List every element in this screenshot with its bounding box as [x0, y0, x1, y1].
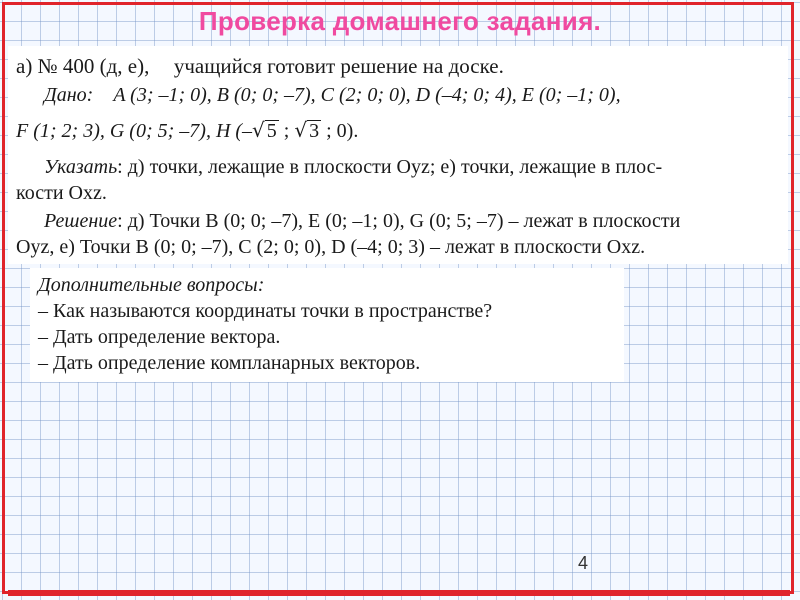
sqrt-sign-icon: √ [252, 118, 265, 142]
given-line-1 [44, 84, 621, 107]
question-item: – Как называются координаты точки в пространстве? [38, 300, 493, 322]
sqrt-radicand-2: 3 [309, 120, 320, 142]
problem-note: учащийся готовит решение на доске. [173, 54, 504, 78]
task-text-1: : д) точки, лежащие в плоскости Oyz; е) точки, лежащие в плос- [117, 156, 663, 178]
problem-header [16, 54, 504, 79]
given-label: Дано: [44, 84, 94, 106]
additional-questions-panel [30, 268, 624, 382]
given-points-1: A (3; –1; 0), B (0; 0; –7), C (2; 0; 0), D (–4; 0; 4), E (0; –1; 0), [113, 84, 621, 106]
sqrt-sign-icon-2: √ [294, 118, 308, 142]
given-points-2b: ; [278, 120, 295, 142]
problem-panel [8, 46, 788, 264]
questions-heading: Дополнительные вопросы: [38, 274, 265, 296]
question-item: – Дать определение компланарных векторов. [38, 352, 421, 374]
task-text-2: кости Oxz. [16, 182, 107, 204]
task-line-2 [16, 182, 107, 205]
slide-title: Проверка домашнего задания. [198, 6, 602, 36]
sqrt-radicand-1: 5 [266, 120, 277, 142]
task-line-1 [44, 156, 662, 179]
solution-text-1: : д) Точки B (0; 0; –7), E (0; –1; 0), G (0; 5; –7) – лежат в плоскости [117, 210, 681, 232]
solution-text-2: Oyz, е) Точки B (0; 0; –7), C (2; 0; 0), D (–4; 0; 3) – лежат в плоскости Oxz. [16, 236, 646, 258]
solution-line-1 [44, 210, 680, 233]
problem-reference: а) № 400 (д, е), [16, 54, 150, 78]
solution-label: Решение [44, 210, 118, 232]
given-points-2a: F (1; 2; 3), G (0; 5; –7), H (– [16, 120, 253, 142]
task-label: Указать [44, 156, 118, 178]
solution-line-2 [16, 236, 645, 259]
given-points-2c: ; 0). [321, 120, 359, 142]
slide-frame-bottom-bar [8, 590, 790, 596]
page-number: 4 [578, 553, 589, 573]
given-line-2 [16, 118, 358, 143]
question-item: – Дать определение вектора. [38, 326, 281, 348]
